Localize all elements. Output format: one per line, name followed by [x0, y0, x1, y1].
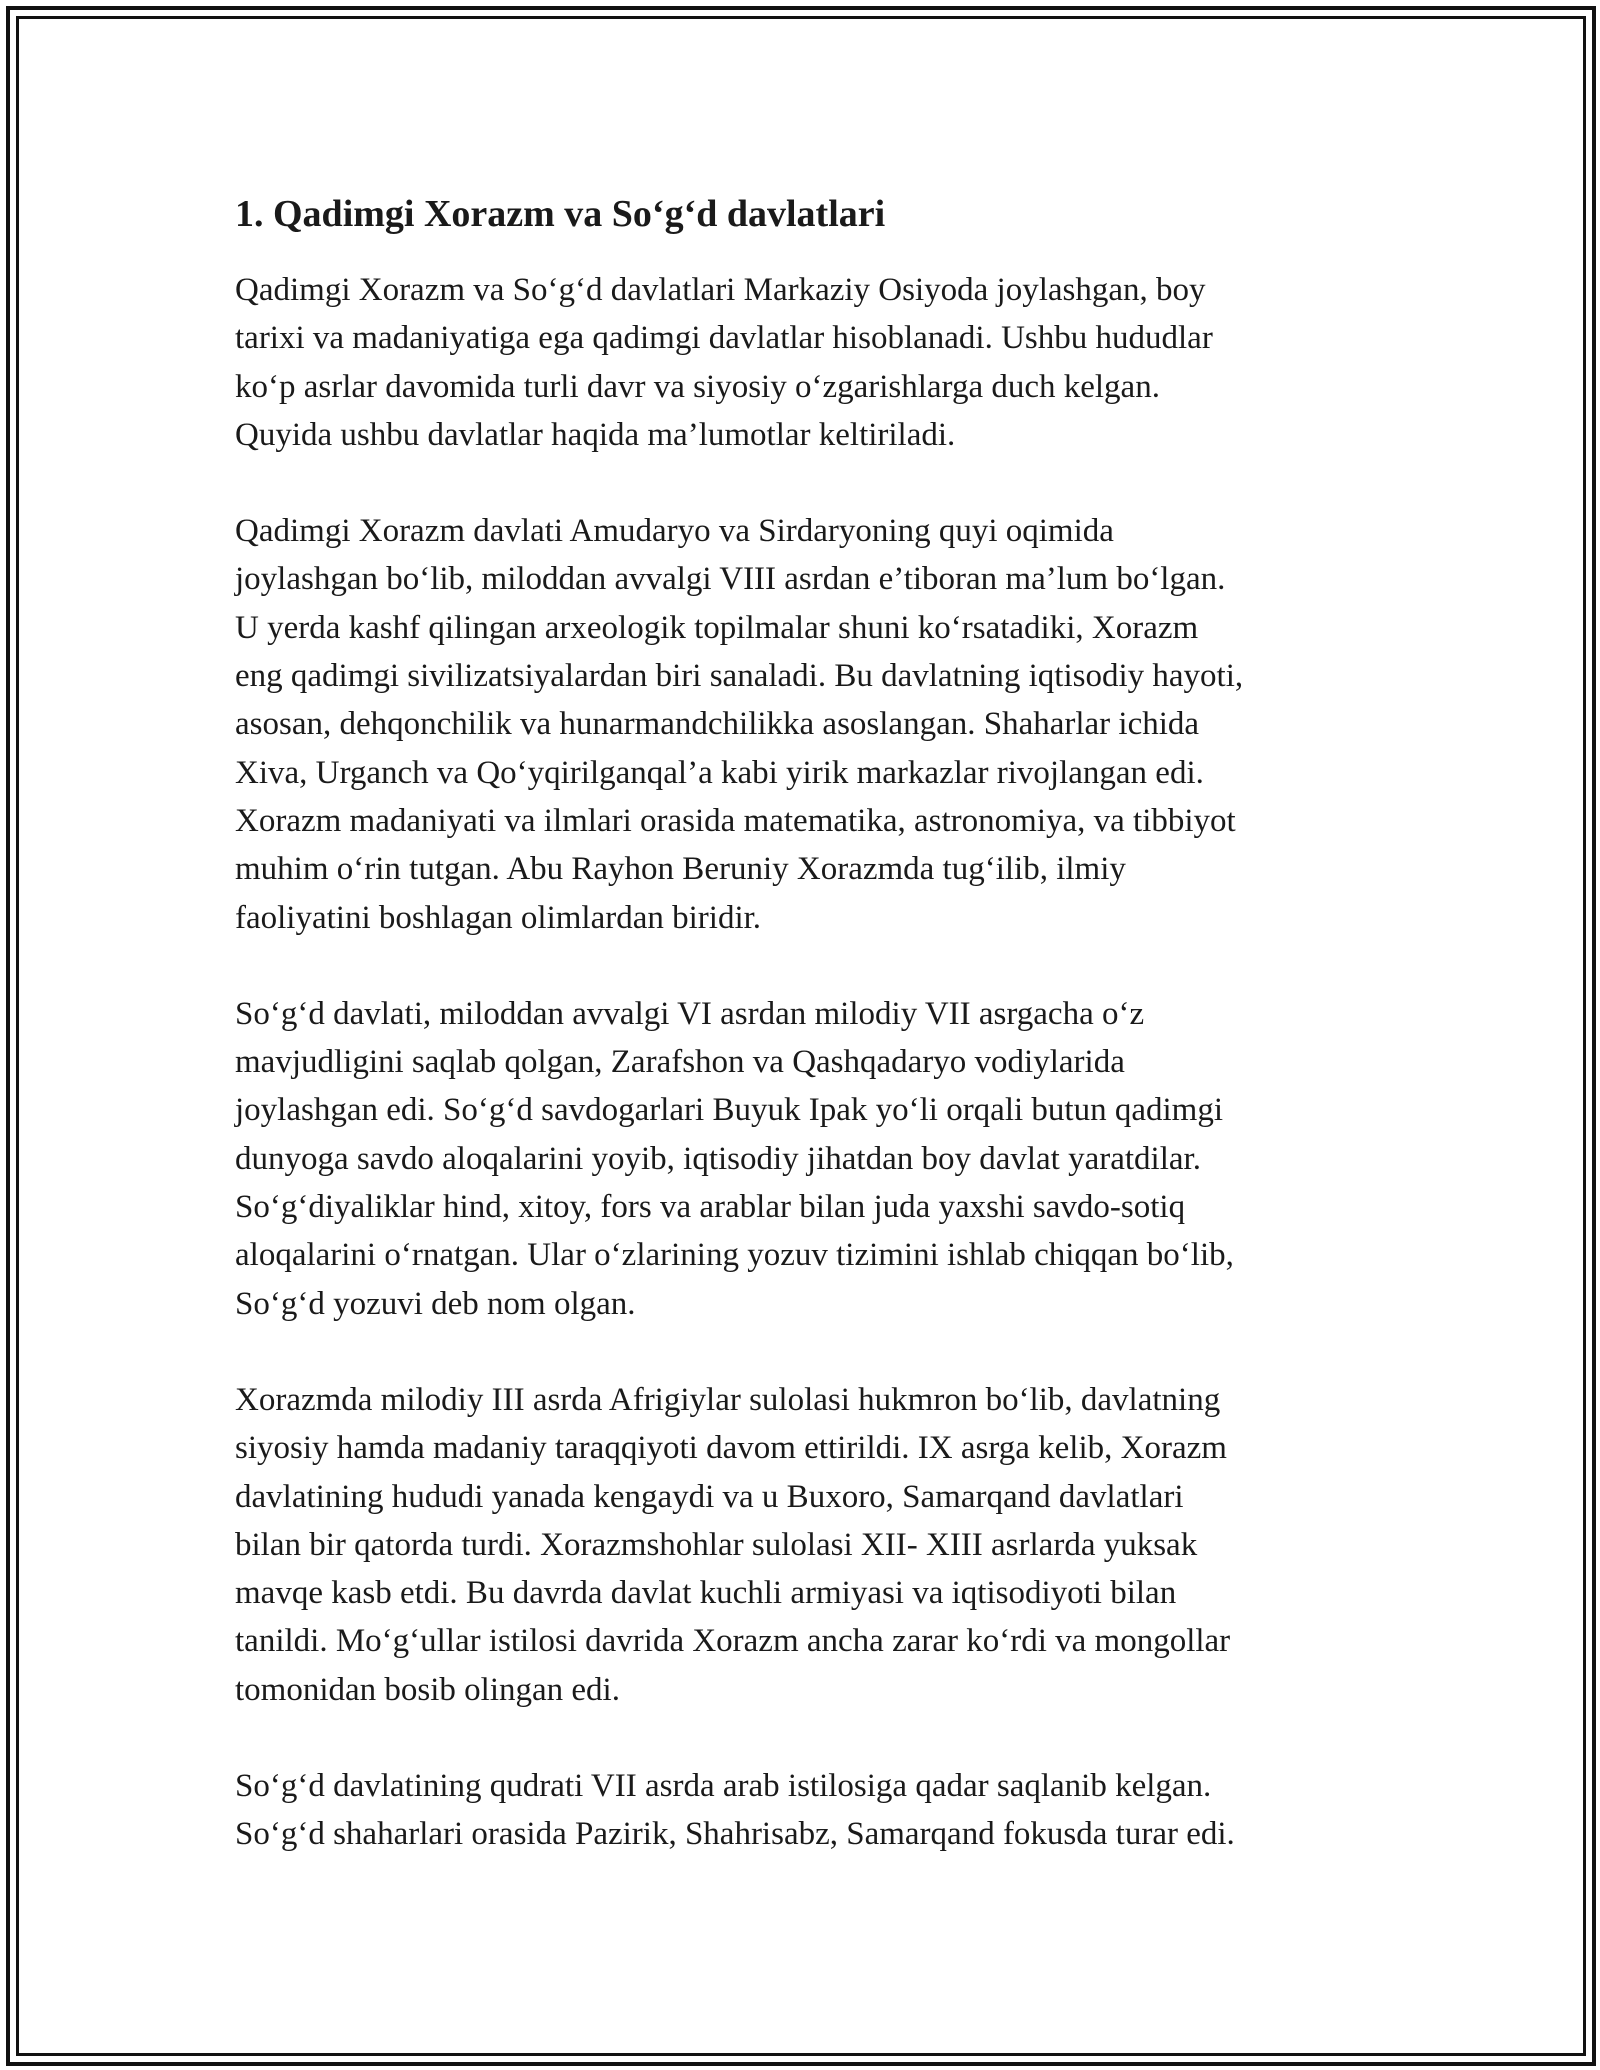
text-line: Xorazmda milodiy III asrda Afrigiylar sulolasi hukmron bo‘lib, davlatning: [235, 1381, 1221, 1418]
text-line: So‘g‘d davlati, miloddan avvalgi VI asrdan milodiy VII asrgacha o‘z: [235, 995, 1145, 1032]
text-line: siyosiy hamda madaniy taraqqiyoti davom ettirildi. IX asrga kelib, Xorazm: [235, 1430, 1227, 1467]
paragraph-sogd: [235, 990, 1375, 1328]
text-line: Quyida ushbu davlatlar haqida ma’lumotlar keltiriladi.: [235, 416, 956, 453]
text-line: U yerda kashf qilingan arxeologik topilmalar shuni ko‘rsatadiki, Xorazm: [235, 609, 1199, 646]
paragraph-intro: [235, 266, 1375, 459]
text-line: So‘g‘d yozuvi deb nom olgan.: [235, 1285, 636, 1322]
paragraph-xorazm: [235, 507, 1375, 942]
text-line: So‘g‘diyaliklar hind, xitoy, fors va arablar bilan juda yaxshi savdo-sotiq: [235, 1189, 1186, 1226]
text-line: So‘g‘d shaharlari orasida Pazirik, Shahrisabz, Samarqand fokusda turar edi.: [235, 1816, 1235, 1853]
text-line: eng qadimgi sivilizatsiyalardan biri sanaladi. Bu davlatning iqtisodiy hayoti,: [235, 658, 1244, 695]
text-line: bilan bir qatorda turdi. Xorazmshohlar sulolasi XII- XIII asrlarda yuksak: [235, 1526, 1198, 1563]
text-line: ko‘p asrlar davomida turli davr va siyosiy o‘zgarishlarga duch kelgan.: [235, 368, 1160, 405]
text-line: Xiva, Urganch va Qo‘yqirilganqal’a kabi yirik markazlar rivojlangan edi.: [235, 754, 1204, 791]
section-title: 1. Qadimgi Xorazm va So‘g‘d davlatlari: [235, 193, 886, 235]
text-line: muhim o‘rin tutgan. Abu Rayhon Beruniy Xorazmda tug‘ilib, ilmiy: [235, 851, 1126, 888]
document-body: [235, 186, 1375, 1859]
text-line: aloqalarini o‘rnatgan. Ular o‘zlarining yozuv tizimini ishlab chiqqan bo‘lib,: [235, 1237, 1234, 1274]
paragraph-afrigiylar: [235, 1376, 1375, 1714]
paragraph-sogd-power: [235, 1762, 1375, 1859]
text-line: Qadimgi Xorazm davlati Amudaryo va Sirdaryoning quyi oqimida: [235, 513, 1114, 550]
text-line: asosan, dehqonchilik va hunarmandchilikka asoslangan. Shaharlar ichida: [235, 706, 1200, 743]
text-line: dunyoga savdo aloqalarini yoyib, iqtisodiy jihatdan boy davlat yaratdilar.: [235, 1140, 1201, 1177]
text-line: joylashgan edi. So‘g‘d savdogarlari Buyuk Ipak yo‘li orqali butun qadimgi: [235, 1092, 1223, 1129]
text-line: Xorazm madaniyati va ilmlari orasida matematika, astronomiya, va tibbiyot: [235, 802, 1236, 839]
text-line: joylashgan bo‘lib, miloddan avvalgi VIII asrdan e’tiboran ma’lum bo‘lgan.: [235, 561, 1226, 598]
text-line: faoliyatini boshlagan olimlardan biridir.: [235, 899, 762, 936]
text-line: mavjudligini saqlab qolgan, Zarafshon va Qashqadaryo vodiylarida: [235, 1044, 1125, 1081]
text-line: tomonidan bosib olingan edi.: [235, 1671, 620, 1708]
text-line: tarixi va madaniyatiga ega qadimgi davlatlar hisoblanadi. Ushbu hududlar: [235, 320, 1213, 357]
text-line: mavqe kasb etdi. Bu davrda davlat kuchli armiyasi va iqtisodiyoti bilan: [235, 1575, 1177, 1612]
text-line: Qadimgi Xorazm va So‘g‘d davlatlari Markaziy Osiyoda joylashgan, boy: [235, 272, 1206, 308]
text-line: davlatining hududi yanada kengaydi va u Buxoro, Samarqand davlatlari: [235, 1478, 1184, 1515]
text-line: tanildi. Mo‘g‘ullar istilosi davrida Xorazm ancha zarar ko‘rdi va mongollar: [235, 1623, 1231, 1660]
text-line: So‘g‘d davlatining qudrati VII asrda arab istilosiga qadar saqlanib kelgan.: [235, 1768, 1212, 1805]
